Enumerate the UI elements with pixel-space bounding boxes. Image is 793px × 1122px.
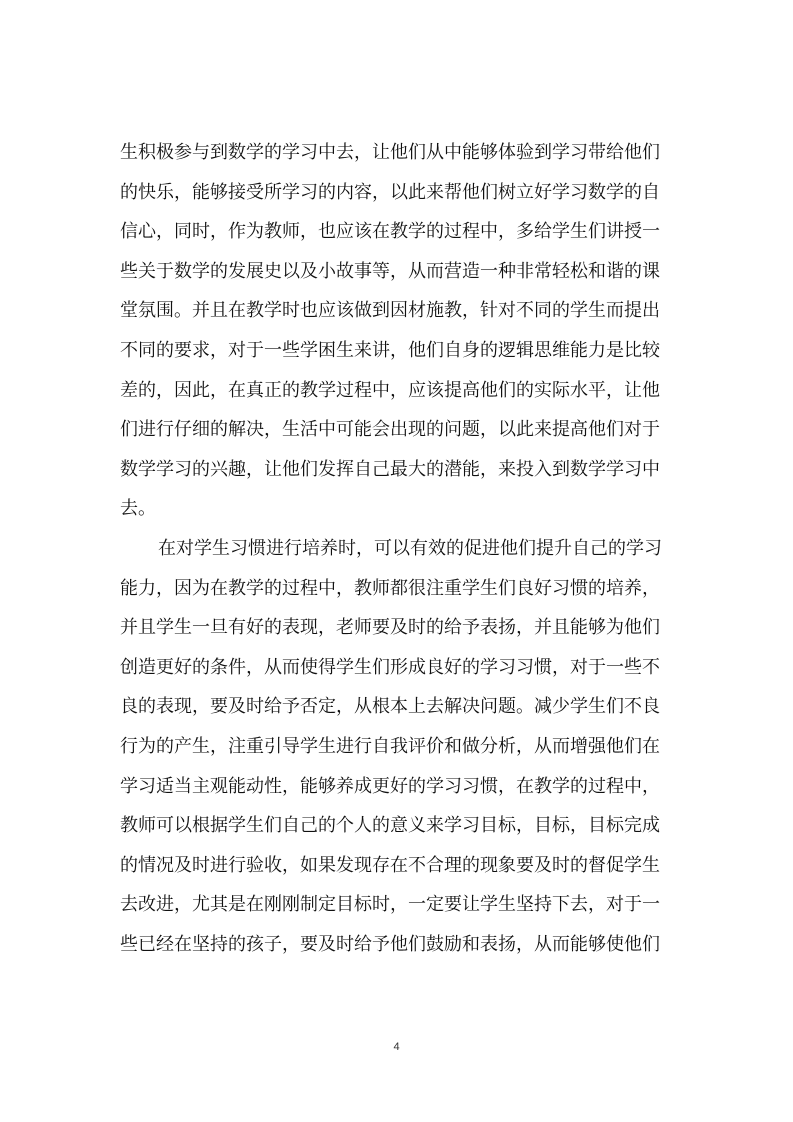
text-line: 的快乐，能够接受所学习的内容，以此来帮他们树立好学习数学的自 bbox=[120, 181, 660, 203]
body-text bbox=[120, 133, 680, 964]
text-line: 创造更好的条件，从而使得学生们形成良好的学习习惯，对于一些不 bbox=[120, 656, 660, 678]
text-line: 生积极参与到数学的学习中去，让他们从中能够体验到学习带给他们 bbox=[120, 142, 660, 163]
text-line: 信心，同时，作为教师，也应该在教学的过程中，多给学生们讲授一 bbox=[120, 221, 660, 243]
text-line: 良的表现，要及时给予否定，从根本上去解决问题。减少学生们不良 bbox=[120, 696, 660, 718]
text-line: 教师可以根据学生们自己的个人的意义来学习目标，目标，目标完成 bbox=[120, 815, 660, 837]
text-line: 不同的要求，对于一些学困生来讲，他们自身的逻辑思维能力是比较 bbox=[120, 339, 660, 361]
text-line: 们进行仔细的解决，生活中可能会出现的问题，以此来提高他们对于 bbox=[120, 419, 660, 441]
text-line: 的情况及时进行验收，如果发现存在不合理的现象要及时的督促学生 bbox=[120, 854, 660, 876]
text-line: 些关于数学的发展史以及小故事等，从而营造一种非常轻松和谐的课 bbox=[120, 260, 660, 282]
text-line: 差的，因此，在真正的教学过程中，应该提高他们的实际水平，让他 bbox=[120, 379, 660, 401]
text-line: 堂氛围。并且在教学时也应该做到因材施教，针对不同的学生而提出 bbox=[120, 300, 660, 322]
text-line: 去改进，尤其是在刚刚制定目标时，一定要让学生坚持下去，对于一 bbox=[120, 894, 660, 916]
text-line: 行为的产生，注重引导学生进行自我评价和做分析，从而增强他们在 bbox=[120, 735, 660, 757]
text-line: 数学学习的兴趣，让他们发挥自己最大的潜能，来投入到数学学习中 bbox=[120, 458, 660, 480]
text-line: 并且学生一旦有好的表现，老师要及时的给予表扬，并且能够为他们 bbox=[120, 617, 660, 639]
text-line: 些已经在坚持的孩子，要及时给予他们鼓励和表扬，从而能够使他们 bbox=[120, 933, 660, 955]
paragraph-first-line: 在对学生习惯进行培养时，可以有效的促进他们提升自己的学习 bbox=[158, 537, 662, 559]
page-number: 4 bbox=[393, 1041, 400, 1053]
text-line: 学习适当主观能动性，能够养成更好的学习习惯，在教学的过程中， bbox=[120, 775, 660, 797]
text-line: 能力，因为在教学的过程中，教师都很注重学生们良好习惯的培养， bbox=[120, 577, 660, 599]
text-line: 去。 bbox=[120, 498, 156, 520]
